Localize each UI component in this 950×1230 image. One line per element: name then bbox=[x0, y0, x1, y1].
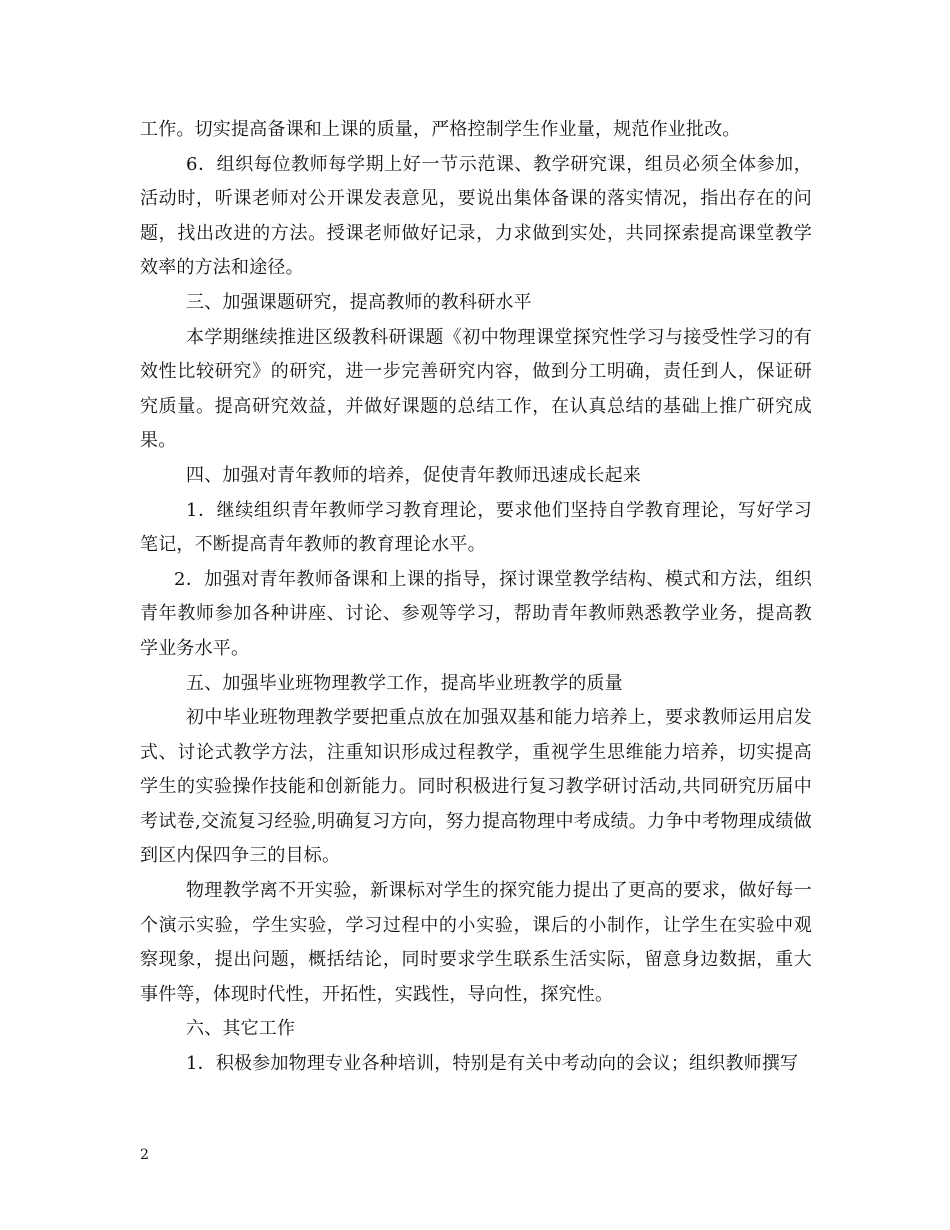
paragraph-research: 本学期继续推进区级教科研课题《初中物理课堂探究性学习与接受性学习的有效性比较研究》的研究，进一步完善研究内容，做到分工明确，责任到人，保证研究质量。提高研究效益，并做好课题的总结工作，在认真总结的基础上推广研究成果。 bbox=[140, 326, 812, 452]
paragraph-young-teachers-2: 2．加强对青年教师备课和上课的指导，探讨课堂教学结构、模式和方法，组织青年教师参加各种讲座、讨论、参观等学习，帮助青年教师熟悉教学业务，提高教学业务水平。 bbox=[140, 568, 812, 659]
section-heading-5: 五、加强毕业班物理教学工作，提高毕业班教学的质量 bbox=[186, 672, 623, 694]
paragraph-item-6: 6．组织每位教师每学期上好一节示范课、教学研究课，组员必须全体参加，活动时，听课老师对公开课发表意见，要说出集体备课的落实情况，指出存在的问题，找出改进的方法。授课老师做好记录，力求做到实处，共同探索提高课堂教学效率的方法和途径。 bbox=[140, 153, 812, 279]
paragraph-graduating-class: 初中毕业班物理教学要把重点放在加强双基和能力培养上，要求教师运用启发式、讨论式教学方法，注重知识形成过程教学，重视学生思维能力培养，切实提高学生的实验操作技能和创新能力。同时积极进行复习教学研讨活动,共同研究历届中考试卷,交流复习经验,明确复习方向，努力提高物理中考成绩。力争中考物理成绩做到区内保四争三的目标。 bbox=[140, 707, 812, 867]
paragraph-continuation: 工作。切实提高备课和上课的质量，严格控制学生作业量，规范作业批改。 bbox=[140, 119, 741, 140]
section-heading-4: 四、加强对青年教师的培养，促使青年教师迅速成长起来 bbox=[186, 464, 641, 486]
paragraph-young-teachers-1: 1．继续组织青年教师学习教育理论，要求他们坚持自学教育理论，写好学习笔记，不断提高青年教师的教育理论水平。 bbox=[140, 499, 812, 556]
section-heading-6: 六、其它工作 bbox=[186, 1018, 296, 1040]
section-heading-3: 三、加强课题研究，提高教师的教科研水平 bbox=[186, 291, 532, 313]
paragraph-other-work-1: 1．积极参加物理专业各种培训，特别是有关中考动向的会议；组织教师撰写 bbox=[186, 1053, 799, 1075]
paragraph-experiments: 物理教学离不开实验，新课标对学生的探究能力提出了更高的要求，做好每一个演示实验，学生实验，学习过程中的小实验，课后的小制作，让学生在实验中观察现象，提出问题，概括结论，同时要求学生联系生活实际，留意身边数据，重大事件等，体现时代性，开拓性，实践性，导向性，探究性。 bbox=[140, 880, 812, 1005]
page-number: 2 bbox=[140, 1147, 149, 1163]
document-body bbox=[140, 113, 812, 1082]
